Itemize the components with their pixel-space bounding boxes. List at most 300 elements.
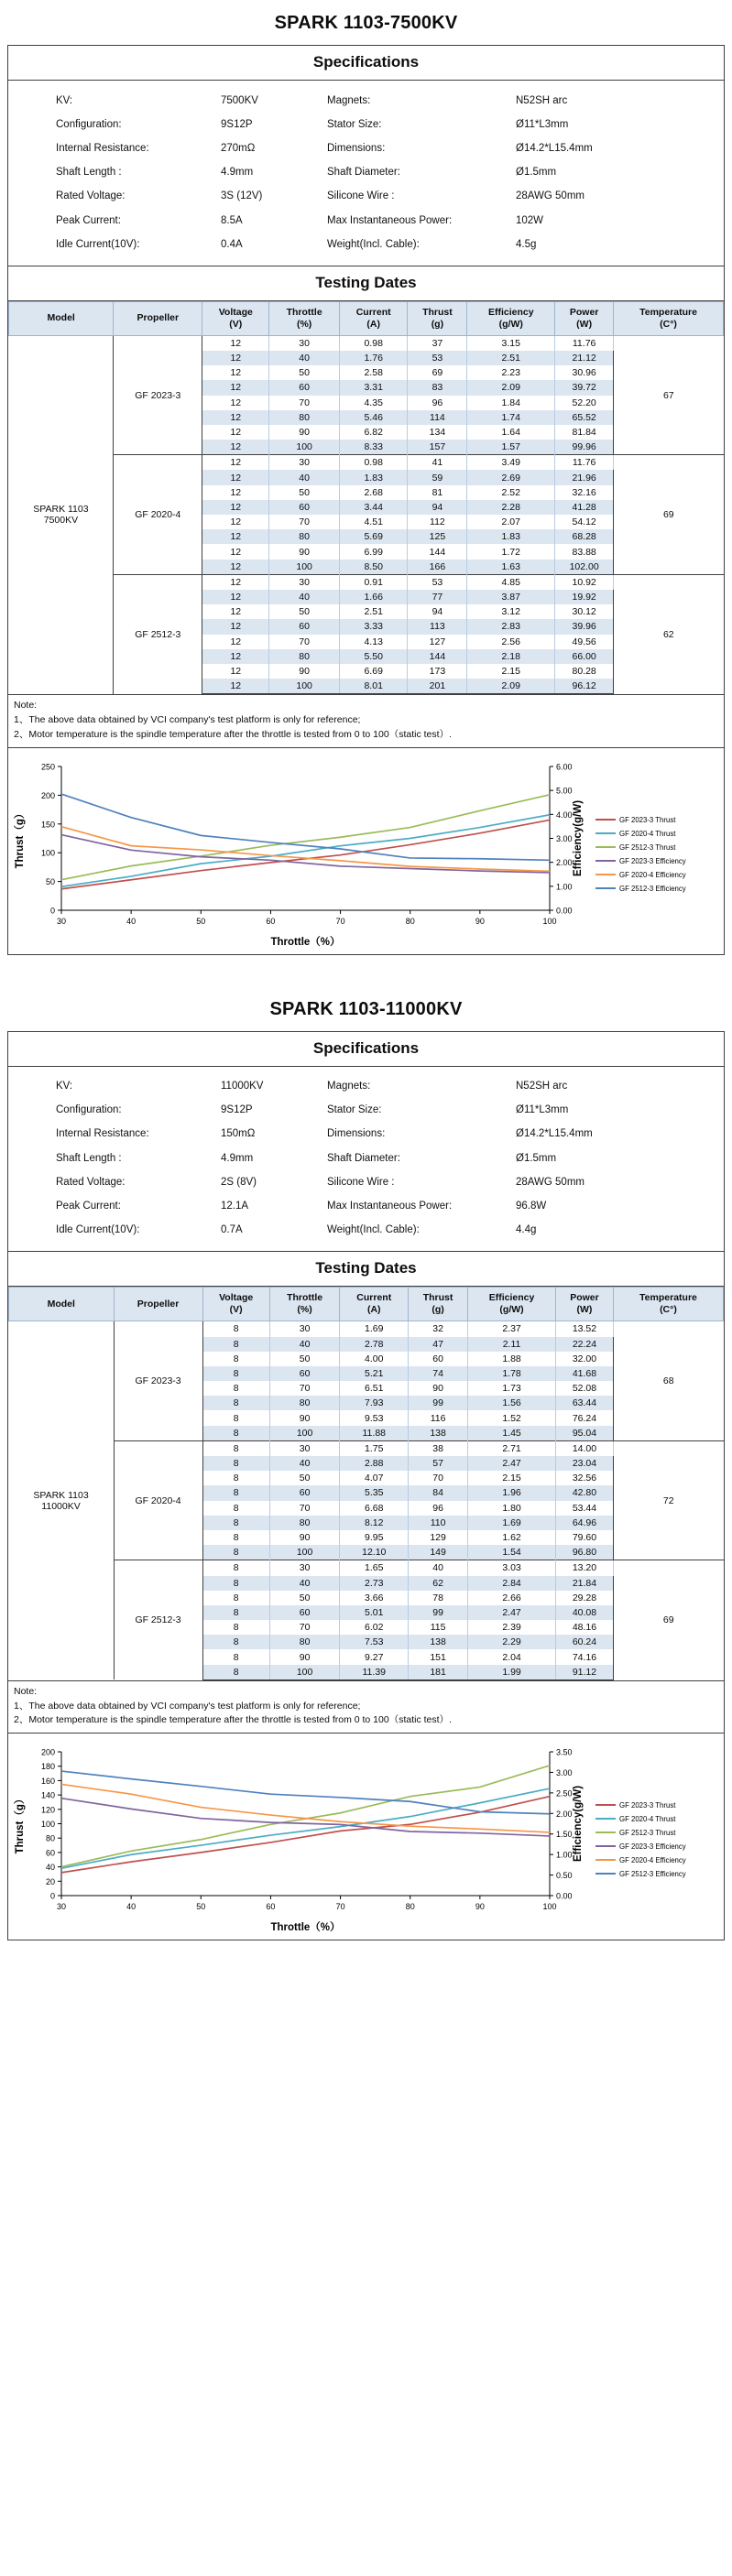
spec-value: 150mΩ [221, 1128, 256, 1140]
data-cell: 90 [269, 1530, 340, 1545]
svg-text:100: 100 [40, 1820, 55, 1830]
table-header-row [9, 301, 724, 335]
svg-text:0.00: 0.00 [556, 906, 573, 916]
column-header-main: Voltage [219, 1292, 254, 1304]
data-cell: 2.69 [467, 470, 555, 484]
data-cell: 12.10 [340, 1545, 409, 1560]
svg-text:3.00: 3.00 [556, 833, 573, 843]
column-header [468, 1288, 556, 1321]
series-line [61, 834, 550, 872]
column-header [339, 301, 408, 335]
data-cell: 12 [202, 455, 269, 471]
specifications-heading-0: Specifications [8, 46, 724, 81]
data-cell: 2.78 [340, 1337, 409, 1352]
data-cell: 12 [202, 604, 269, 619]
legend-label: GF 2020-4 Efficiency [619, 1856, 686, 1865]
data-cell: 2.11 [468, 1337, 556, 1352]
data-cell: 2.71 [468, 1440, 556, 1456]
note-title: Note: [14, 700, 38, 712]
spec-label: Silicone Wire : [327, 190, 395, 202]
data-cell: 12 [202, 425, 269, 440]
column-header-main: Efficiency [488, 1292, 535, 1304]
note-line-2: 2、Motor temperature is the spindle temperature after the throttle is tested from 0 to 100（static test）. [14, 1714, 452, 1726]
svg-text:50: 50 [196, 916, 206, 926]
data-cell: 40 [269, 351, 340, 365]
data-cell: 70 [269, 1620, 340, 1635]
data-cell: 8.33 [339, 440, 408, 455]
data-cell: 116 [409, 1410, 468, 1425]
data-cell: 1.75 [340, 1440, 409, 1456]
secondary-y-axis-label: Efficiency(g/W) [573, 1786, 584, 1863]
data-cell: 23.04 [556, 1456, 614, 1471]
column-header-unit: (A) [366, 1304, 381, 1316]
data-cell: 1.84 [467, 396, 555, 410]
spec-label: Magnets: [327, 1081, 371, 1092]
data-cell: 64.96 [556, 1516, 614, 1530]
data-cell: 12 [202, 529, 269, 544]
data-cell: 80 [269, 529, 340, 544]
column-header-unit: (g) [432, 1304, 444, 1316]
data-cell: 95.04 [556, 1426, 614, 1441]
data-cell: 11.76 [555, 455, 614, 471]
data-cell: 8 [202, 1440, 269, 1456]
spec-label: Silicone Wire : [327, 1176, 395, 1188]
data-cell: 21.96 [555, 470, 614, 484]
spec-value: 4.9mm [221, 167, 254, 179]
svg-text:6.00: 6.00 [556, 762, 573, 772]
spec-label: Configuration: [56, 118, 122, 130]
data-cell: 30 [269, 335, 340, 351]
data-cell: 12 [202, 470, 269, 484]
series-line [61, 1771, 550, 1814]
data-cell: 5.35 [340, 1485, 409, 1500]
spec-value: 4.9mm [221, 1152, 254, 1164]
data-cell: 59 [408, 470, 467, 484]
series-line [61, 794, 550, 879]
spec-label: Stator Size: [327, 118, 382, 130]
x-axis-label: Throttle（%） [270, 1922, 341, 1934]
data-cell: 100 [269, 560, 340, 575]
spec-indent [8, 233, 56, 256]
data-cell: 1.96 [468, 1485, 556, 1500]
data-cell: 42.80 [556, 1485, 614, 1500]
column-header-unit: (g/W) [498, 318, 523, 330]
data-cell: 8 [202, 1471, 269, 1485]
data-cell: 4.35 [339, 396, 408, 410]
column-header [269, 301, 340, 335]
legend-label: GF 2020-4 Thrust [619, 1815, 676, 1824]
column-header-unit: (C°) [660, 318, 677, 330]
data-cell: 8 [202, 1321, 269, 1337]
spec-label: Configuration: [56, 1104, 122, 1116]
chart-container-1 [8, 1733, 724, 1940]
column-header-main: Power [570, 1292, 599, 1304]
x-axis-label: Throttle（%） [270, 936, 341, 948]
column-header-main: Current [355, 306, 391, 318]
data-cell: 60.24 [556, 1635, 614, 1649]
data-cell: 78 [409, 1591, 468, 1605]
data-cell: 12 [202, 365, 269, 380]
data-cell: 11.88 [340, 1426, 409, 1441]
spec-indent [8, 1219, 56, 1243]
data-cell: 77 [408, 590, 467, 604]
data-cell: 32 [409, 1321, 468, 1337]
data-cell: 9.53 [340, 1410, 409, 1425]
data-cell: 8 [202, 1665, 269, 1680]
svg-text:1.00: 1.00 [556, 1850, 573, 1860]
spec-label: Magnets: [327, 94, 371, 106]
column-header [340, 1288, 409, 1321]
column-header-main: Temperature [639, 306, 697, 318]
data-cell: 81 [408, 485, 467, 500]
data-cell: 114 [408, 410, 467, 425]
column-header [408, 301, 467, 335]
table-row [9, 455, 724, 471]
data-cell: 3.12 [467, 604, 555, 619]
data-cell: 10.92 [555, 574, 614, 590]
column-header [409, 1288, 468, 1321]
column-header-main: Temperature [639, 1292, 697, 1304]
note-title: Note: [14, 1685, 38, 1697]
column-header-unit: (W) [576, 1304, 593, 1316]
spec-value: N52SH arc [516, 94, 568, 106]
svg-text:4.00: 4.00 [556, 810, 573, 820]
table-row [9, 1440, 724, 1456]
data-cell: 84 [409, 1485, 468, 1500]
data-cell: 70 [269, 635, 340, 649]
spec-indent [8, 185, 56, 209]
data-cell: 1.62 [468, 1530, 556, 1545]
spec-label: KV: [56, 94, 73, 106]
data-cell: 6.68 [340, 1501, 409, 1516]
svg-text:100: 100 [542, 1902, 557, 1912]
svg-text:80: 80 [405, 916, 415, 926]
data-cell: 63.44 [556, 1396, 614, 1410]
data-cell: 83.88 [555, 544, 614, 559]
spec-value: 9S12P [221, 118, 253, 130]
data-cell: 12 [202, 574, 269, 590]
spec-value: 28AWG 50mm [516, 190, 585, 202]
column-header-main: Model [47, 1298, 75, 1310]
series-line [61, 820, 550, 888]
data-cell: 29.28 [556, 1591, 614, 1605]
column-header [202, 1288, 269, 1321]
column-header-main: Current [356, 1292, 392, 1304]
data-cell: 40 [269, 1456, 340, 1471]
data-cell: 173 [408, 664, 467, 679]
data-cell: 1.45 [468, 1426, 556, 1441]
data-cell: 9.95 [340, 1530, 409, 1545]
legend-label: GF 2023-3 Thrust [619, 1801, 676, 1810]
data-cell: 12 [202, 515, 269, 529]
column-header [114, 1288, 202, 1321]
data-cell: 80 [269, 1635, 340, 1649]
spec-value: 4.4g [516, 1224, 537, 1236]
spec-indent [8, 1075, 56, 1099]
spec-value: Ø1.5mm [516, 1152, 557, 1164]
svg-text:80: 80 [405, 1902, 415, 1912]
model-cell [9, 1321, 115, 1680]
data-cell: 5.46 [339, 410, 408, 425]
column-header [114, 301, 202, 335]
svg-text:2.00: 2.00 [556, 857, 573, 867]
spec-label: Shaft Length : [56, 167, 122, 179]
data-cell: 1.52 [468, 1410, 556, 1425]
data-cell: 100 [269, 440, 340, 455]
data-cell: 50 [269, 1471, 340, 1485]
svg-text:2.00: 2.00 [556, 1809, 573, 1819]
svg-text:0: 0 [49, 906, 55, 916]
data-cell: 30 [269, 1440, 340, 1456]
data-cell: 99 [409, 1396, 468, 1410]
data-cell: 41.68 [556, 1366, 614, 1381]
data-cell: 2.51 [467, 351, 555, 365]
data-cell: 1.69 [468, 1516, 556, 1530]
data-cell: 1.56 [468, 1396, 556, 1410]
data-cell: 2.18 [467, 649, 555, 664]
propeller-cell: GF 2512-3 [114, 574, 202, 694]
y-axis-label: Thrust（g） [15, 1793, 26, 1854]
propeller-cell: GF 2023-3 [114, 1321, 202, 1441]
spec-indent [8, 89, 56, 113]
data-cell: 129 [409, 1530, 468, 1545]
data-cell: 12 [202, 500, 269, 515]
data-cell: 4.51 [339, 515, 408, 529]
data-cell: 0.98 [339, 335, 408, 351]
data-cell: 70 [269, 1381, 340, 1396]
data-cell: 1.66 [339, 590, 408, 604]
model-name-line1: SPARK 1103 [33, 1489, 89, 1501]
data-cell: 90 [269, 1410, 340, 1425]
testing-data-table-0 [8, 301, 724, 695]
datasheet-box-0 [7, 45, 725, 955]
data-cell: 6.69 [339, 664, 408, 679]
data-cell: 8.12 [340, 1516, 409, 1530]
legend-label: GF 2020-4 Efficiency [619, 870, 686, 879]
specifications-heading-1: Specifications [8, 1032, 724, 1067]
data-cell: 134 [408, 425, 467, 440]
spec-label: Weight(Incl. Cable): [327, 1224, 420, 1236]
data-cell: 8 [202, 1485, 269, 1500]
data-cell: 21.12 [555, 351, 614, 365]
data-cell: 94 [408, 604, 467, 619]
data-cell: 2.15 [467, 664, 555, 679]
data-cell: 53 [408, 351, 467, 365]
svg-text:100: 100 [542, 916, 557, 926]
column-header-main: Throttle [286, 306, 322, 318]
data-cell: 5.69 [339, 529, 408, 544]
table-row [9, 574, 724, 590]
column-header-unit: (A) [366, 318, 380, 330]
data-cell: 41.28 [555, 500, 614, 515]
data-cell: 5.01 [340, 1605, 409, 1620]
data-cell: 12 [202, 485, 269, 500]
data-cell: 90 [269, 1649, 340, 1664]
column-header-unit: (W) [576, 318, 593, 330]
legend-label: GF 2512-3 Thrust [619, 1829, 676, 1838]
data-cell: 100 [269, 1665, 340, 1680]
spec-label: Idle Current(10V): [56, 1224, 140, 1236]
data-cell: 110 [409, 1516, 468, 1530]
section-gap [0, 955, 732, 986]
data-cell: 166 [408, 560, 467, 575]
data-cell: 74 [409, 1366, 468, 1381]
data-cell: 6.99 [339, 544, 408, 559]
table-header-row [9, 1288, 724, 1321]
data-cell: 8.01 [339, 679, 408, 694]
data-cell: 12 [202, 649, 269, 664]
data-cell: 1.83 [339, 470, 408, 484]
data-cell: 62 [409, 1576, 468, 1591]
svg-text:60: 60 [266, 1902, 276, 1912]
propeller-cell: GF 2512-3 [114, 1560, 202, 1680]
data-cell: 50 [269, 604, 340, 619]
data-cell: 53.44 [556, 1501, 614, 1516]
spec-value: 102W [516, 214, 544, 226]
spec-value: N52SH arc [516, 1081, 568, 1092]
column-header [614, 301, 724, 335]
legend-label: GF 2023-3 Thrust [619, 815, 676, 824]
data-cell: 1.65 [340, 1560, 409, 1576]
specifications-grid-1 [8, 1067, 724, 1252]
data-cell: 70 [269, 1501, 340, 1516]
note-line-1: 1、The above data obtained by VCI company's test platform is only for reference; [14, 1700, 361, 1712]
svg-text:70: 70 [335, 916, 345, 926]
data-cell: 1.83 [467, 529, 555, 544]
column-header-unit: (g) [431, 318, 444, 330]
data-cell: 99 [409, 1605, 468, 1620]
svg-text:5.00: 5.00 [556, 786, 573, 796]
data-cell: 13.52 [556, 1321, 614, 1337]
data-cell: 8.50 [339, 560, 408, 575]
data-cell: 96 [409, 1501, 468, 1516]
data-cell: 1.54 [468, 1545, 556, 1560]
data-cell: 8 [202, 1426, 269, 1441]
data-cell: 21.84 [556, 1576, 614, 1591]
svg-text:90: 90 [475, 916, 485, 926]
data-cell: 4.00 [340, 1352, 409, 1366]
data-cell: 80 [269, 1516, 340, 1530]
spec-value: 7500KV [221, 94, 258, 106]
data-cell: 2.56 [467, 635, 555, 649]
spec-value: Ø11*L3mm [516, 1104, 569, 1116]
performance-chart-1 [10, 1739, 720, 1936]
data-cell: 37 [408, 335, 467, 351]
data-cell: 66.00 [555, 649, 614, 664]
note-line-1: 1、The above data obtained by VCI company's test platform is only for reference; [14, 714, 361, 726]
data-cell: 30 [269, 574, 340, 590]
data-cell: 2.09 [467, 380, 555, 395]
data-cell: 76.24 [556, 1410, 614, 1425]
data-cell: 8 [202, 1576, 269, 1591]
spec-label: Peak Current: [56, 214, 121, 226]
svg-text:60: 60 [45, 1848, 55, 1858]
spec-value: 9S12P [221, 1104, 253, 1116]
data-cell: 100 [269, 679, 340, 694]
data-cell: 2.58 [339, 365, 408, 380]
spec-indent [8, 1195, 56, 1219]
spec-label: Dimensions: [327, 142, 386, 154]
data-cell: 60 [269, 619, 340, 634]
data-cell: 81.84 [555, 425, 614, 440]
svg-text:3.50: 3.50 [556, 1747, 573, 1757]
data-cell: 2.23 [467, 365, 555, 380]
data-cell: 40.08 [556, 1605, 614, 1620]
svg-text:90: 90 [475, 1902, 485, 1912]
data-cell: 19.92 [555, 590, 614, 604]
column-header [613, 1288, 723, 1321]
spec-label: KV: [56, 1081, 73, 1092]
spec-value: Ø1.5mm [516, 167, 557, 179]
data-cell: 30 [269, 1321, 340, 1337]
propeller-cell: GF 2020-4 [114, 1440, 202, 1560]
data-cell: 60 [269, 1605, 340, 1620]
column-header-unit: (V) [229, 1304, 243, 1316]
data-cell: 112 [408, 515, 467, 529]
data-cell: 14.00 [556, 1440, 614, 1456]
spec-label: Max Instantaneous Power: [327, 1201, 453, 1212]
data-cell: 32.00 [556, 1352, 614, 1366]
data-cell: 80 [269, 1396, 340, 1410]
data-cell: 144 [408, 544, 467, 559]
column-header-unit: (V) [229, 318, 243, 330]
data-cell: 8 [202, 1501, 269, 1516]
data-cell: 1.73 [468, 1381, 556, 1396]
column-header-main: Throttle [287, 1292, 323, 1304]
svg-text:0: 0 [49, 1891, 55, 1901]
temperature-cell: 69 [613, 1560, 723, 1680]
data-cell: 47 [409, 1337, 468, 1352]
data-cell: 157 [408, 440, 467, 455]
data-cell: 2.51 [339, 604, 408, 619]
model-cell [9, 335, 114, 694]
data-cell: 80 [269, 410, 340, 425]
column-header [467, 301, 555, 335]
column-header-main: Efficiency [487, 306, 534, 318]
data-cell: 80 [269, 649, 340, 664]
data-cell: 90 [269, 544, 340, 559]
data-cell: 40 [269, 1576, 340, 1591]
svg-text:250: 250 [40, 762, 55, 772]
spec-label: Max Instantaneous Power: [327, 214, 453, 226]
column-header-unit: (C°) [660, 1304, 677, 1316]
data-cell: 90 [269, 425, 340, 440]
data-cell: 60 [269, 1366, 340, 1381]
spec-value: 8.5A [221, 214, 243, 226]
model-name-line2: 11000KV [41, 1500, 81, 1512]
model-name-line1: SPARK 1103 [33, 504, 89, 516]
data-cell: 12 [202, 351, 269, 365]
legend-label: GF 2512-3 Thrust [619, 842, 676, 852]
spec-label: Internal Resistance: [56, 1128, 149, 1140]
data-cell: 41 [408, 455, 467, 471]
data-cell: 3.15 [467, 335, 555, 351]
svg-text:30: 30 [56, 916, 67, 926]
data-cell: 0.98 [339, 455, 408, 471]
data-cell: 12 [202, 396, 269, 410]
svg-text:50: 50 [45, 876, 55, 886]
svg-text:160: 160 [40, 1776, 55, 1786]
data-cell: 50 [269, 365, 340, 380]
note-block-1 [8, 1680, 724, 1733]
svg-text:150: 150 [40, 819, 55, 829]
spec-value: 96.8W [516, 1201, 547, 1212]
svg-text:200: 200 [40, 790, 55, 800]
data-cell: 1.76 [339, 351, 408, 365]
data-cell: 3.03 [468, 1560, 556, 1576]
data-cell: 6.82 [339, 425, 408, 440]
product-title-0: SPARK 1103-7500KV [274, 13, 458, 33]
